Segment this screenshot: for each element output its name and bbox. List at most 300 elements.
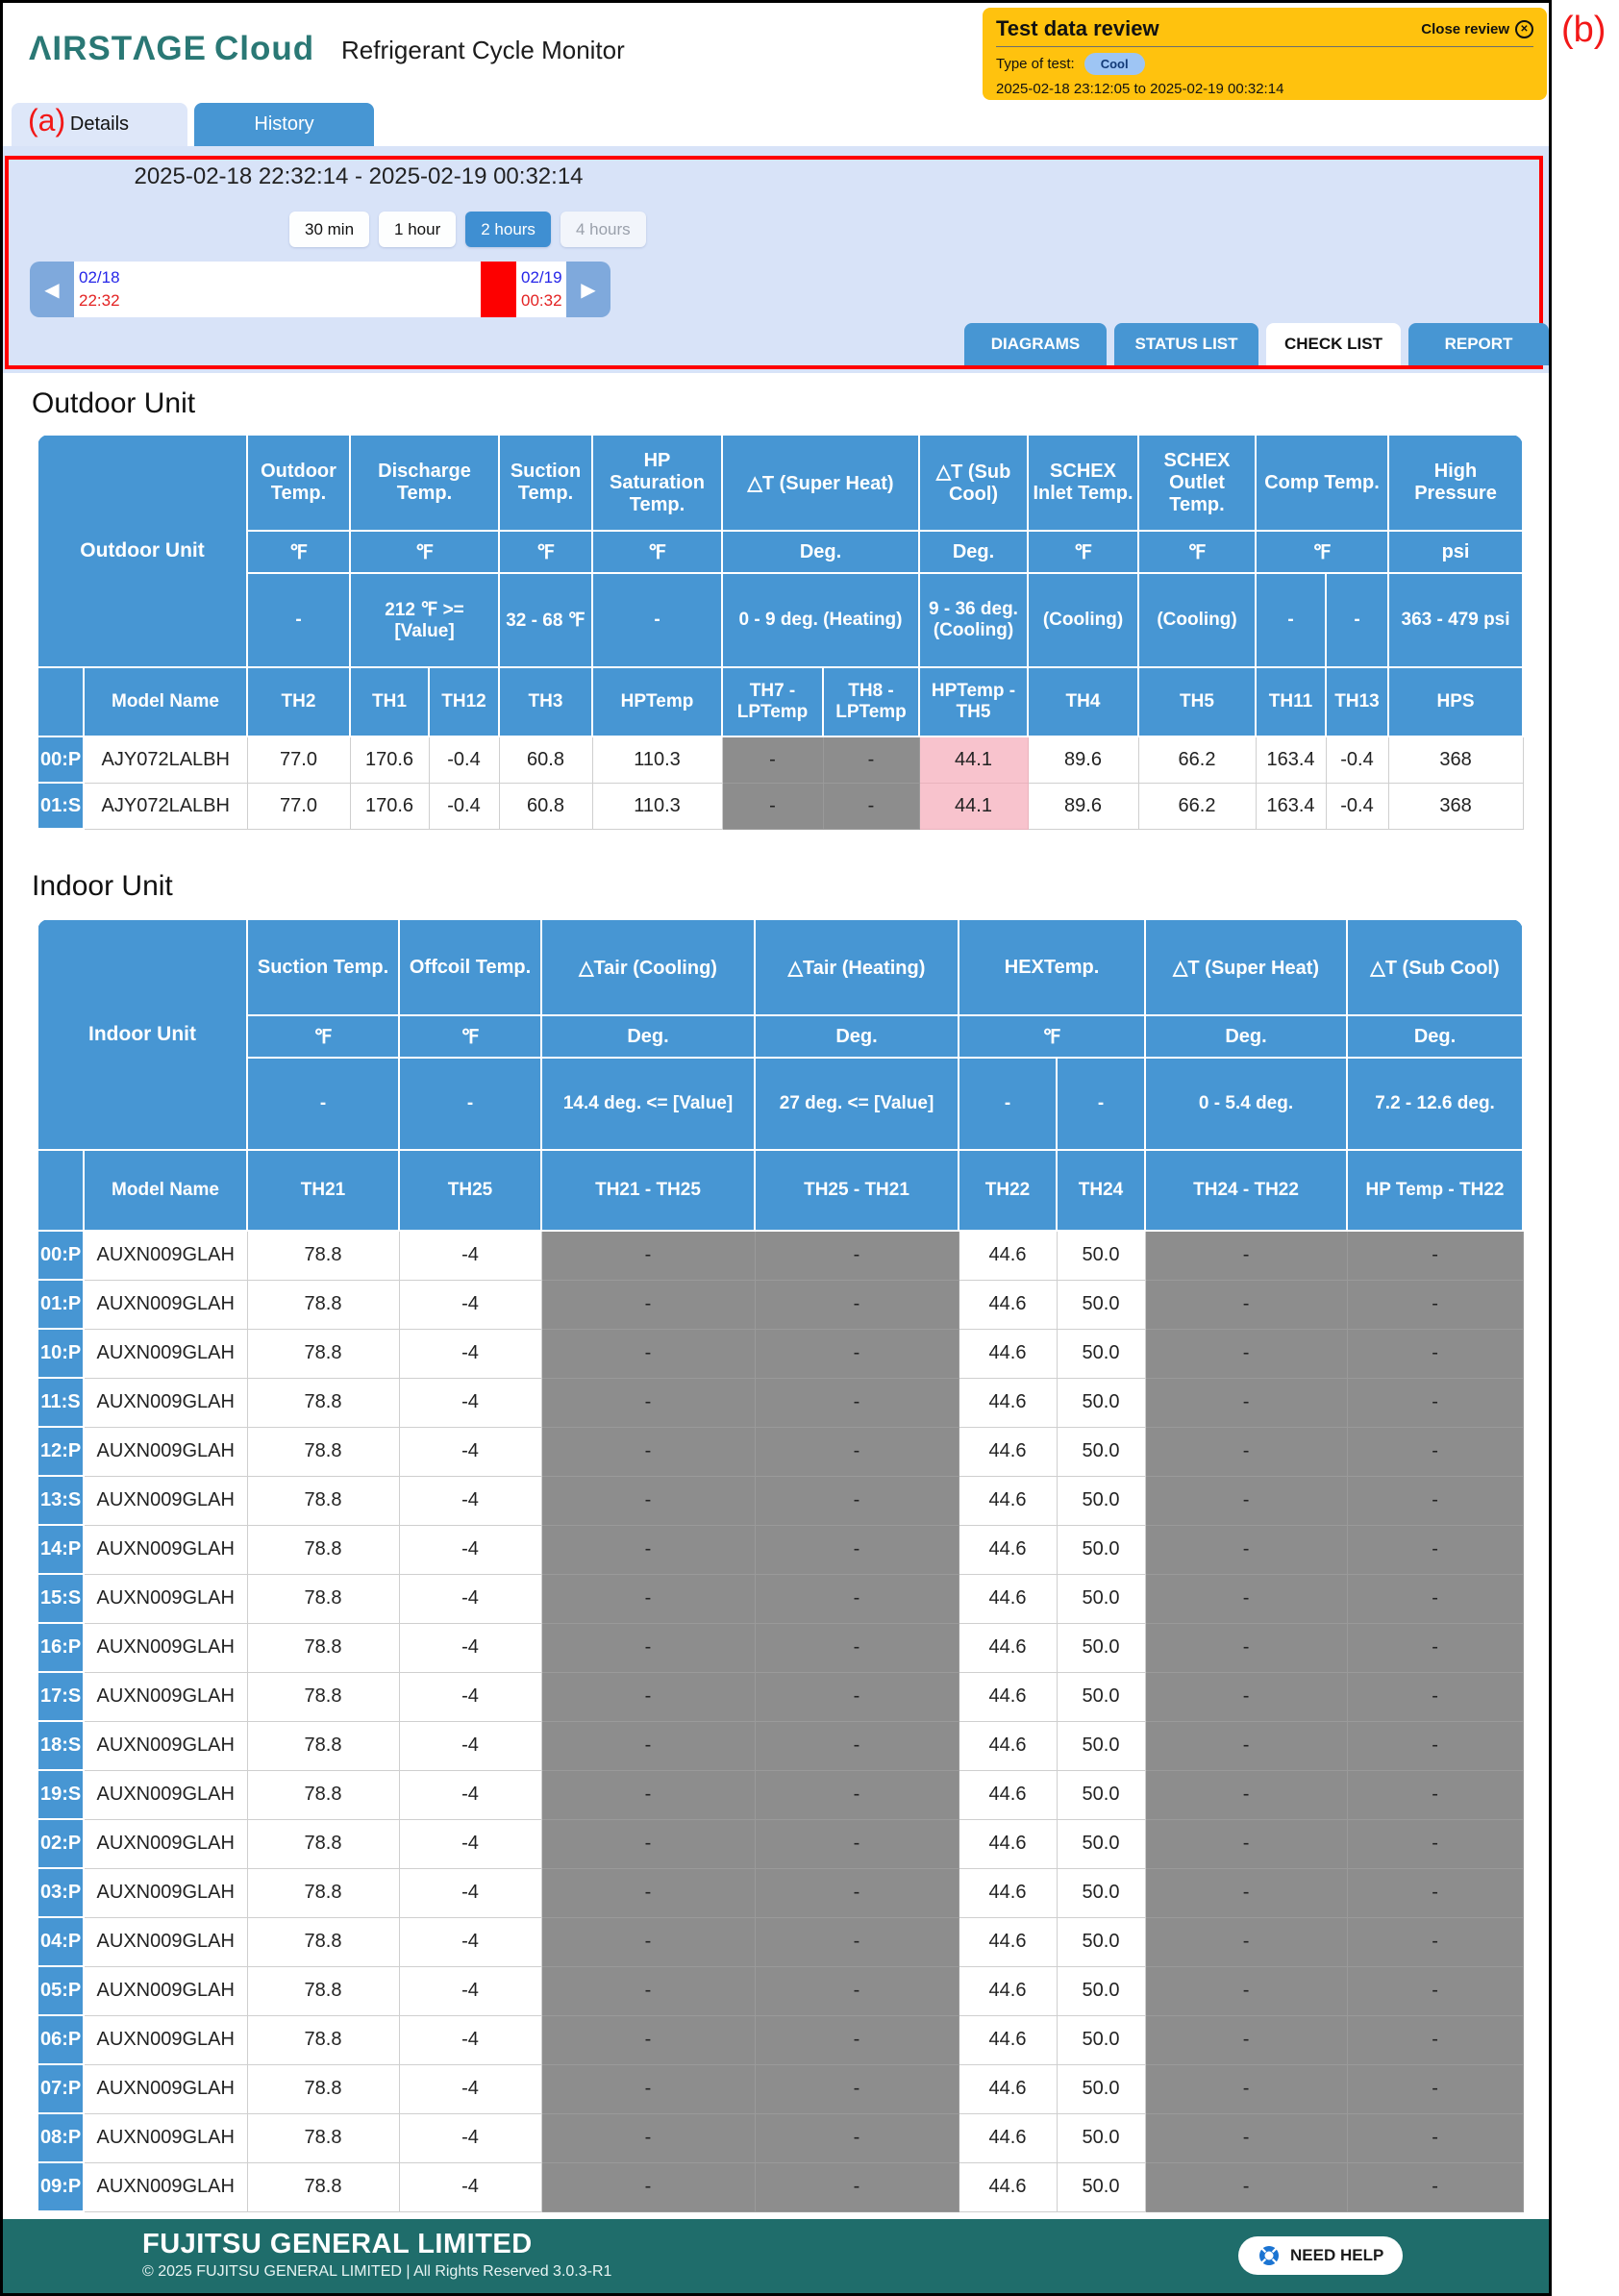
sensor-column-header: HPS	[1388, 667, 1523, 736]
model-name-cell: AUXN009GLAH	[84, 1525, 247, 1574]
sensor-column-header: TH4	[1028, 667, 1138, 736]
value-cell: -4	[399, 1917, 541, 1966]
value-cell: -4	[399, 1966, 541, 2015]
unit-address-cell: 00:P	[37, 1231, 84, 1280]
value-cell: -4	[399, 1329, 541, 1378]
value-cell: 78.8	[247, 1231, 399, 1280]
life-ring-icon	[1258, 2244, 1281, 2267]
model-name-cell: AJY072LALBH	[84, 783, 247, 829]
outdoor-section-title: Outdoor Unit	[32, 387, 196, 419]
unit-header: ℉	[499, 531, 592, 573]
range-header: 212 ℉ >= [Value]	[350, 573, 499, 667]
unit-address-cell: 12:P	[37, 1427, 84, 1476]
duration-button-1-hour[interactable]: 1 hour	[379, 212, 456, 247]
value-cell: 50.0	[1057, 1966, 1145, 2015]
value-cell: 44.6	[959, 1623, 1057, 1672]
value-cell: -	[1347, 2113, 1523, 2162]
view-button-check-list[interactable]: CHECK LIST	[1266, 323, 1401, 365]
range-header: 0 - 9 deg. (Heating)	[722, 573, 919, 667]
value-cell: -	[1347, 1329, 1523, 1378]
value-cell: -	[1145, 1231, 1347, 1280]
value-cell: -4	[399, 1427, 541, 1476]
value-cell: -4	[399, 1525, 541, 1574]
banner-title: Test data review	[996, 16, 1159, 40]
range-header: -	[959, 1058, 1057, 1150]
value-cell: -	[1347, 1819, 1523, 1868]
unit-header: psi	[1388, 531, 1523, 573]
value-cell: 110.3	[592, 783, 722, 829]
value-cell: -4	[399, 2113, 541, 2162]
value-cell: -	[541, 1868, 755, 1917]
value-cell: 50.0	[1057, 1770, 1145, 1819]
outdoor-unit-table	[37, 434, 1524, 830]
value-cell: -4	[399, 1378, 541, 1427]
value-cell: -	[755, 2064, 959, 2113]
sensor-column-header: TH13	[1326, 667, 1388, 736]
chevron-right-icon: ▶	[581, 279, 596, 301]
table-row	[37, 1378, 1523, 1427]
table-corner-label: Outdoor Unit	[37, 435, 247, 667]
value-cell: 78.8	[247, 2113, 399, 2162]
value-cell: 44.6	[959, 1721, 1057, 1770]
value-cell: -	[755, 1525, 959, 1574]
model-name-cell: AUXN009GLAH	[84, 1280, 247, 1329]
model-name-cell: AUXN009GLAH	[84, 1966, 247, 2015]
value-cell: -	[755, 1868, 959, 1917]
range-header: 0 - 5.4 deg.	[1145, 1058, 1347, 1150]
value-cell: 44.6	[959, 1966, 1057, 2015]
value-cell: -	[1145, 1329, 1347, 1378]
value-cell: 77.0	[247, 783, 350, 829]
sensor-column-header: TH5	[1138, 667, 1256, 736]
table-row	[37, 1231, 1523, 1280]
value-cell: -	[755, 1329, 959, 1378]
value-cell: -4	[399, 1574, 541, 1623]
value-cell: -	[1347, 1574, 1523, 1623]
value-cell: 50.0	[1057, 2113, 1145, 2162]
table-corner-label: Indoor Unit	[37, 919, 247, 1150]
value-cell: 78.8	[247, 2064, 399, 2113]
type-of-test-label: Type of test:	[996, 56, 1075, 72]
group-header: Suction Temp.	[247, 919, 399, 1015]
value-cell: 50.0	[1057, 1672, 1145, 1721]
value-cell: -4	[399, 1231, 541, 1280]
airstage-cloud-logo	[29, 30, 314, 68]
view-button-diagrams[interactable]: DIAGRAMS	[964, 323, 1107, 365]
table-row	[37, 1966, 1523, 2015]
sensor-column-header: TH25	[399, 1150, 541, 1231]
model-name-cell: AUXN009GLAH	[84, 1770, 247, 1819]
value-cell: -	[1145, 1917, 1347, 1966]
model-name-cell: AUXN009GLAH	[84, 1721, 247, 1770]
close-review-label: Close review	[1421, 20, 1509, 37]
value-cell: 170.6	[350, 783, 429, 829]
unit-header: ℉	[247, 1015, 399, 1058]
value-cell: 50.0	[1057, 1329, 1145, 1378]
test-period-text: 2025-02-18 23:12:05 to 2025-02-19 00:32:14	[996, 81, 1284, 97]
value-cell: -	[1145, 1770, 1347, 1819]
value-cell: -0.4	[1326, 736, 1388, 783]
value-cell: -	[1145, 1672, 1347, 1721]
value-cell: -	[1347, 2015, 1523, 2064]
value-cell: -	[1145, 1525, 1347, 1574]
value-cell: 368	[1388, 783, 1523, 829]
value-cell: 89.6	[1028, 783, 1138, 829]
model-name-cell: AUXN009GLAH	[84, 2015, 247, 2064]
annotation-b: (b)	[1561, 10, 1607, 50]
value-cell: -	[541, 2015, 755, 2064]
value-cell: -	[755, 1770, 959, 1819]
need-help-label: NEED HELP	[1290, 2246, 1384, 2264]
sensor-column-header: TH2	[247, 667, 350, 736]
footer-company: FUJITSU GENERAL LIMITED	[142, 2229, 533, 2259]
unit-address-cell: 09:P	[37, 2162, 84, 2211]
value-cell: -	[1347, 1378, 1523, 1427]
unit-header: Deg.	[1145, 1015, 1347, 1058]
value-cell: -	[755, 1280, 959, 1329]
value-cell: 60.8	[499, 736, 592, 783]
value-cell: -	[1347, 1721, 1523, 1770]
value-cell: -	[541, 1280, 755, 1329]
group-header: Comp Temp.	[1256, 435, 1388, 531]
unit-address-cell: 18:S	[37, 1721, 84, 1770]
model-name-cell: AUXN009GLAH	[84, 1623, 247, 1672]
value-cell: -	[755, 1476, 959, 1525]
table-row	[37, 1427, 1523, 1476]
test-type-badge: Cool	[1084, 53, 1145, 75]
value-cell: -0.4	[429, 783, 499, 829]
value-cell: -	[823, 736, 919, 783]
group-header: SCHEX Inlet Temp.	[1028, 435, 1138, 531]
table-row	[37, 2113, 1523, 2162]
value-cell: -	[541, 1770, 755, 1819]
value-cell: 44.6	[959, 1819, 1057, 1868]
group-header: △Tair (Cooling)	[541, 919, 755, 1015]
view-button-status-list[interactable]: STATUS LIST	[1114, 323, 1258, 365]
need-help-button[interactable]	[1238, 2236, 1403, 2275]
group-header: HEXTemp.	[959, 919, 1145, 1015]
value-cell: -4	[399, 2162, 541, 2211]
value-cell: -	[755, 2113, 959, 2162]
address-column-header	[37, 1150, 84, 1231]
value-cell: -	[541, 1819, 755, 1868]
value-cell: -0.4	[429, 736, 499, 783]
table-row	[37, 2162, 1523, 2211]
duration-button-4-hours[interactable]: 4 hours	[560, 212, 646, 247]
value-cell: 66.2	[1138, 736, 1256, 783]
value-cell: -	[541, 1672, 755, 1721]
value-cell: -	[541, 1378, 755, 1427]
value-cell: 78.8	[247, 2015, 399, 2064]
view-button-report[interactable]: REPORT	[1408, 323, 1549, 365]
group-header: △T (Super Heat)	[1145, 919, 1347, 1015]
value-cell: -	[1347, 1770, 1523, 1819]
group-header: HP Saturation Temp.	[592, 435, 722, 531]
value-cell: 50.0	[1057, 1721, 1145, 1770]
unit-header: Deg.	[919, 531, 1028, 573]
value-cell: 44.1	[919, 736, 1028, 783]
value-cell: -4	[399, 1819, 541, 1868]
unit-address-cell: 08:P	[37, 2113, 84, 2162]
range-header: (Cooling)	[1138, 573, 1256, 667]
unit-address-cell: 11:S	[37, 1378, 84, 1427]
value-cell: 44.6	[959, 1917, 1057, 1966]
value-cell: 110.3	[592, 736, 722, 783]
value-cell: -	[541, 1525, 755, 1574]
value-cell: -	[1145, 1476, 1347, 1525]
table-row	[37, 1574, 1523, 1623]
model-name-cell: AUXN009GLAH	[84, 2064, 247, 2113]
group-header: △T (Super Heat)	[722, 435, 919, 531]
unit-header: ℉	[959, 1015, 1145, 1058]
value-cell: 78.8	[247, 1770, 399, 1819]
sensor-column-header: TH22	[959, 1150, 1057, 1231]
unit-header: ℉	[592, 531, 722, 573]
value-cell: 50.0	[1057, 1378, 1145, 1427]
value-cell: 50.0	[1057, 2162, 1145, 2211]
value-cell: -	[1145, 1721, 1347, 1770]
sensor-column-header: TH11	[1256, 667, 1326, 736]
value-cell: 44.6	[959, 1574, 1057, 1623]
unit-address-cell: 15:S	[37, 1574, 84, 1623]
unit-header: ℉	[399, 1015, 541, 1058]
slider-selection-handle[interactable]	[481, 262, 516, 317]
value-cell: 44.6	[959, 1231, 1057, 1280]
value-cell: 78.8	[247, 1280, 399, 1329]
value-cell: -	[1145, 1280, 1347, 1329]
model-name-cell: AUXN009GLAH	[84, 1427, 247, 1476]
footer	[3, 2219, 1549, 2293]
indoor-unit-table	[37, 918, 1524, 2212]
slider-track[interactable]	[74, 262, 566, 317]
value-cell: -	[541, 1623, 755, 1672]
value-cell: -	[1347, 1917, 1523, 1966]
value-cell: -	[1145, 1966, 1347, 2015]
value-cell: -	[541, 2064, 755, 2113]
value-cell: -	[823, 783, 919, 829]
value-cell: -	[755, 1966, 959, 2015]
unit-address-cell: 00:P	[37, 736, 84, 783]
group-header: Discharge Temp.	[350, 435, 499, 531]
table-row	[37, 1819, 1523, 1868]
sensor-column-header: TH25 - TH21	[755, 1150, 959, 1231]
model-name-cell: AUXN009GLAH	[84, 2162, 247, 2211]
unit-address-cell: 04:P	[37, 1917, 84, 1966]
value-cell: 50.0	[1057, 1280, 1145, 1329]
tab-history[interactable]: History	[194, 103, 374, 146]
range-header: -	[247, 573, 350, 667]
sensor-column-header: TH24	[1057, 1150, 1145, 1231]
value-cell: 50.0	[1057, 1476, 1145, 1525]
unit-address-cell: 06:P	[37, 2015, 84, 2064]
unit-header: ℉	[350, 531, 499, 573]
group-header: △T (Sub Cool)	[1347, 919, 1523, 1015]
value-cell: 78.8	[247, 1721, 399, 1770]
value-cell: 89.6	[1028, 736, 1138, 783]
unit-header: ℉	[1138, 531, 1256, 573]
value-cell: 163.4	[1256, 783, 1326, 829]
slider-start-label	[74, 262, 134, 317]
test-data-review-banner	[983, 8, 1547, 100]
value-cell: -	[722, 783, 823, 829]
unit-header: ℉	[247, 531, 350, 573]
value-cell: 44.6	[959, 1476, 1057, 1525]
table-row	[37, 2015, 1523, 2064]
sensor-column-header: TH3	[499, 667, 592, 736]
unit-address-cell: 02:P	[37, 1819, 84, 1868]
value-cell: -	[541, 1574, 755, 1623]
sensor-column-header: HPTemp - TH5	[919, 667, 1028, 736]
slider-next-button[interactable]	[566, 262, 610, 317]
sensor-column-header: TH24 - TH22	[1145, 1150, 1347, 1231]
value-cell: 78.8	[247, 1623, 399, 1672]
value-cell: -	[1347, 1623, 1523, 1672]
value-cell: -	[1347, 1672, 1523, 1721]
table-row	[37, 1868, 1523, 1917]
value-cell: 50.0	[1057, 1427, 1145, 1476]
unit-address-cell: 16:P	[37, 1623, 84, 1672]
unit-address-cell: 19:S	[37, 1770, 84, 1819]
value-cell: 50.0	[1057, 2064, 1145, 2113]
close-icon[interactable]: ✕	[1515, 20, 1533, 38]
model-name-cell: AUXN009GLAH	[84, 1476, 247, 1525]
range-header: 7.2 - 12.6 deg.	[1347, 1058, 1523, 1150]
value-cell: -	[541, 1966, 755, 2015]
table-row	[37, 1770, 1523, 1819]
sensor-column-header: TH7 - LPTemp	[722, 667, 823, 736]
group-header: △Tair (Heating)	[755, 919, 959, 1015]
group-header: Outdoor Temp.	[247, 435, 350, 531]
unit-address-cell: 17:S	[37, 1672, 84, 1721]
value-cell: 44.6	[959, 2015, 1057, 2064]
duration-button-2-hours[interactable]: 2 hours	[465, 212, 551, 247]
model-name-cell: AUXN009GLAH	[84, 1672, 247, 1721]
value-cell: -	[1347, 1966, 1523, 2015]
value-cell: 60.8	[499, 783, 592, 829]
table-row	[37, 2064, 1523, 2113]
value-cell: 44.6	[959, 1378, 1057, 1427]
sensor-column-header: TH12	[429, 667, 499, 736]
sensor-column-header: TH1	[350, 667, 429, 736]
end-time: 00:32	[521, 291, 562, 310]
value-cell: 44.6	[959, 1525, 1057, 1574]
value-cell: 78.8	[247, 1525, 399, 1574]
slider-prev-button[interactable]	[30, 262, 74, 317]
value-cell: -4	[399, 1672, 541, 1721]
table-row	[37, 1721, 1523, 1770]
range-header: 363 - 479 psi	[1388, 573, 1523, 667]
value-cell: -	[1145, 2162, 1347, 2211]
value-cell: -	[1145, 1868, 1347, 1917]
value-cell: -0.4	[1326, 783, 1388, 829]
value-cell: -	[1347, 1427, 1523, 1476]
value-cell: -4	[399, 1623, 541, 1672]
value-cell: -4	[399, 1868, 541, 1917]
start-time: 22:32	[79, 291, 120, 310]
value-cell: -	[755, 1672, 959, 1721]
group-header: SCHEX Outlet Temp.	[1138, 435, 1256, 531]
value-cell: -4	[399, 1280, 541, 1329]
unit-address-cell: 01:S	[37, 783, 84, 829]
close-review-button[interactable]	[1421, 20, 1533, 38]
value-cell: -	[755, 1917, 959, 1966]
value-cell: 78.8	[247, 1819, 399, 1868]
logo-cloud: Cloud	[213, 30, 315, 67]
value-cell: -	[755, 1819, 959, 1868]
value-cell: -4	[399, 1721, 541, 1770]
value-cell: -	[1347, 1525, 1523, 1574]
unit-header: ℉	[1028, 531, 1138, 573]
value-cell: -	[755, 1231, 959, 1280]
value-cell: 50.0	[1057, 1525, 1145, 1574]
model-name-header: Model Name	[84, 1150, 247, 1231]
table-row	[37, 1329, 1523, 1378]
model-name-cell: AUXN009GLAH	[84, 1917, 247, 1966]
value-cell: 50.0	[1057, 1574, 1145, 1623]
value-cell: 44.6	[959, 2113, 1057, 2162]
range-header: -	[247, 1058, 399, 1150]
logo-airstage: ΛIRSTΛGE	[29, 30, 207, 67]
value-cell: 78.8	[247, 1672, 399, 1721]
value-cell: 44.6	[959, 1770, 1057, 1819]
value-cell: -	[541, 1476, 755, 1525]
range-header: 14.4 deg. <= [Value]	[541, 1058, 755, 1150]
sensor-column-header: HPTemp	[592, 667, 722, 736]
value-cell: -	[1347, 1231, 1523, 1280]
table-row	[37, 1672, 1523, 1721]
range-header: (Cooling)	[1028, 573, 1138, 667]
value-cell: 78.8	[247, 1574, 399, 1623]
unit-address-cell: 13:S	[37, 1476, 84, 1525]
model-name-header: Model Name	[84, 667, 247, 736]
value-cell: 78.8	[247, 1868, 399, 1917]
selected-range-text: 2025-02-18 22:32:14 - 2025-02-19 00:32:14	[134, 163, 584, 189]
model-name-cell: AUXN009GLAH	[84, 1378, 247, 1427]
value-cell: -	[541, 2113, 755, 2162]
duration-button-30-min[interactable]: 30 min	[289, 212, 369, 247]
value-cell: 44.6	[959, 1280, 1057, 1329]
value-cell: 44.6	[959, 2162, 1057, 2211]
value-cell: -4	[399, 1476, 541, 1525]
value-cell: 44.6	[959, 1672, 1057, 1721]
value-cell: -	[1145, 1623, 1347, 1672]
unit-header: Deg.	[541, 1015, 755, 1058]
sensor-column-header: TH21	[247, 1150, 399, 1231]
value-cell: 44.6	[959, 1427, 1057, 1476]
value-cell: 170.6	[350, 736, 429, 783]
value-cell: -	[1145, 1427, 1347, 1476]
value-cell: -	[1347, 1280, 1523, 1329]
value-cell: 44.6	[959, 1868, 1057, 1917]
model-name-cell: AUXN009GLAH	[84, 2113, 247, 2162]
value-cell: -	[541, 2162, 755, 2211]
group-header: High Pressure	[1388, 435, 1523, 531]
range-header: -	[592, 573, 722, 667]
tab-details[interactable]: Details	[12, 103, 187, 146]
unit-address-cell: 03:P	[37, 1868, 84, 1917]
value-cell: -	[755, 1427, 959, 1476]
value-cell: 78.8	[247, 1476, 399, 1525]
value-cell: -	[755, 2162, 959, 2211]
value-cell: -4	[399, 1770, 541, 1819]
group-header: Suction Temp.	[499, 435, 592, 531]
value-cell: -	[1145, 1378, 1347, 1427]
table-row	[37, 1476, 1523, 1525]
unit-address-cell: 10:P	[37, 1329, 84, 1378]
slider-end-label	[516, 262, 566, 317]
value-cell: -4	[399, 2064, 541, 2113]
value-cell: 44.6	[959, 1329, 1057, 1378]
